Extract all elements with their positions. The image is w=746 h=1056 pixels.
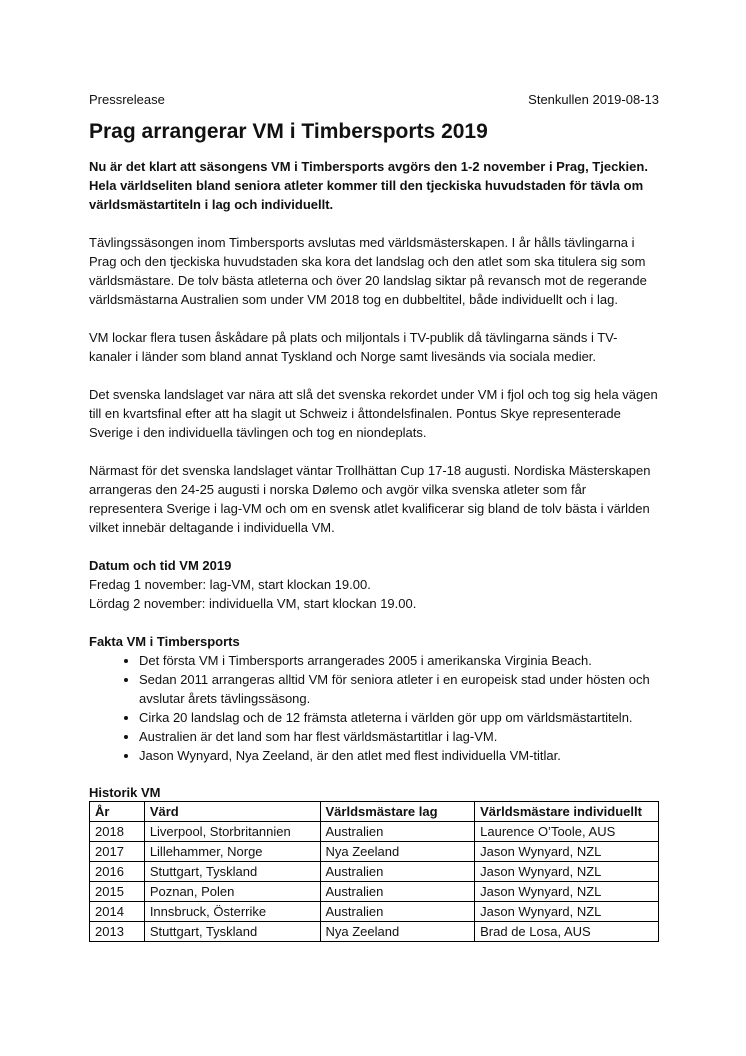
cell-year: 2014	[90, 902, 145, 922]
list-item: • Jason Wynyard, Nya Zeeland, är den atlet med flest individuella VM-titlar.	[139, 746, 659, 765]
cell-individual-champion: Laurence O’Toole, AUS	[475, 822, 659, 842]
table-row	[90, 862, 659, 882]
cell-individual-champion: Jason Wynyard, NZL	[475, 882, 659, 902]
page-title: Prag arrangerar VM i Timbersports 2019	[89, 120, 488, 143]
cell-individual-champion: Jason Wynyard, NZL	[475, 862, 659, 882]
list-item: • Det första VM i Timbersports arrangerades 2005 i amerikanska Virginia Beach.	[139, 651, 659, 670]
cell-year: 2013	[90, 922, 145, 942]
schedule-heading: Datum och tid VM 2019	[89, 558, 232, 573]
cell-host: Liverpool, Storbritannien	[144, 822, 320, 842]
cell-individual-champion: Jason Wynyard, NZL	[475, 842, 659, 862]
body-paragraph-4: Närmast för det svenska landslaget väntar Trollhättan Cup 17-18 augusti. Nordiska Mästerskapen arrangeras den 24-25 augusti i norska Dølemo och avgör vilka svenska atleter som får representera Sverige i lag-VM och om en svensk atlet kvalificerar sig bland de tolv bästa i världen vilket innebär deltagande i individuella VM.	[89, 463, 651, 535]
list-item: • Australien är det land som har flest världsmästartitlar i lag-VM.	[139, 727, 659, 746]
cell-year: 2017	[90, 842, 145, 862]
body-paragraph-1: Tävlingssäsongen inom Timbersports avslutas med världsmästerskapen. I år hålls tävlingarna i Prag och den tjeckiska huvudstaden ska kora det landslag och den atlet som ska titulera sig som världsmästare. De tolv bästa atleterna och över 20 landslag siktar på revansch mot de regerande världsmästarna Australien som under VM 2018 tog en dubbeltitel, både individuellt och i lag.	[89, 235, 647, 307]
cell-team-champion: Nya Zeeland	[320, 922, 475, 942]
cell-host: Innsbruck, Österrike	[144, 902, 320, 922]
schedule-section	[89, 556, 659, 613]
cell-host: Stuttgart, Tyskland	[144, 862, 320, 882]
column-header-team-champion: Världsmästare lag	[320, 802, 475, 822]
history-table	[89, 801, 659, 942]
cell-host: Stuttgart, Tyskland	[144, 922, 320, 942]
body-paragraph-2: VM lockar flera tusen åskådare på plats och miljontals i TV-publik då tävlingarna sänds i TV-kanaler i länder som bland annat Tyskland och Norge samt livesänds via sociala medier.	[89, 330, 618, 364]
table-row	[90, 902, 659, 922]
column-header-year: År	[90, 802, 145, 822]
cell-individual-champion: Brad de Losa, AUS	[475, 922, 659, 942]
cell-team-champion: Nya Zeeland	[320, 842, 475, 862]
facts-heading: Fakta VM i Timbersports	[89, 634, 240, 649]
lead-paragraph: Nu är det klart att säsongens VM i Timbersports avgörs den 1-2 november i Prag, Tjeckien. Hela världseliten bland seniora atleter kommer till den tjeckiska huvudstaden för tävla om världsmästartiteln i lag och individuellt.	[89, 159, 648, 212]
press-header	[89, 91, 659, 108]
facts-section	[89, 632, 659, 765]
column-header-individual-champion: Världsmästare individuellt	[475, 802, 659, 822]
table-row	[90, 842, 659, 862]
column-header-host: Värd	[144, 802, 320, 822]
cell-team-champion: Australien	[320, 862, 475, 882]
cell-team-champion: Australien	[320, 882, 475, 902]
place-date: Stenkullen 2019-08-13	[528, 92, 659, 107]
body-paragraph-3: Det svenska landslaget var nära att slå det svenska rekordet under VM i fjol och tog sig hela vägen till en kvartsfinal efter att ha slagit ut Schweiz i åttondelsfinalen. Pontus Skye representerade Sverige i den individuella tävlingen och tog en niondeplats.	[89, 387, 658, 440]
schedule-line: Lördag 2 november: individuella VM, start klockan 19.00.	[89, 596, 417, 611]
cell-team-champion: Australien	[320, 822, 475, 842]
table-row	[90, 822, 659, 842]
cell-year: 2016	[90, 862, 145, 882]
history-heading: Historik VM	[89, 785, 161, 800]
press-label: Pressrelease	[89, 92, 165, 107]
document-content	[89, 91, 659, 942]
cell-individual-champion: Jason Wynyard, NZL	[475, 902, 659, 922]
table-header-row	[90, 802, 659, 822]
cell-host: Lillehammer, Norge	[144, 842, 320, 862]
cell-year: 2015	[90, 882, 145, 902]
table-row	[90, 922, 659, 942]
list-item: • Sedan 2011 arrangeras alltid VM för seniora atleter i en europeisk stad under hösten och avslutar årets tävlingssäsong.	[139, 670, 659, 708]
cell-year: 2018	[90, 822, 145, 842]
facts-list	[89, 651, 659, 765]
table-row	[90, 882, 659, 902]
cell-team-champion: Australien	[320, 902, 475, 922]
cell-host: Poznan, Polen	[144, 882, 320, 902]
list-item: • Cirka 20 landslag och de 12 främsta atleterna i världen gör upp om världsmästartiteln.	[139, 708, 659, 727]
schedule-line: Fredag 1 november: lag-VM, start klockan 19.00.	[89, 577, 371, 592]
